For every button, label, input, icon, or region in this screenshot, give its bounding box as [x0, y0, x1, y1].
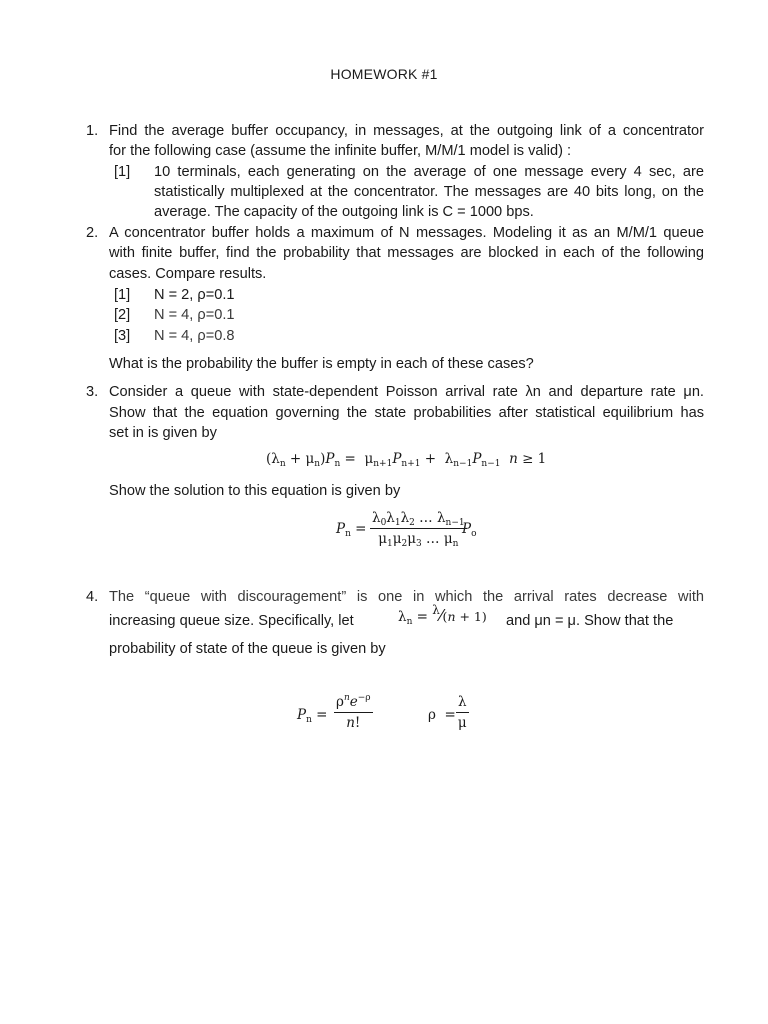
question-2-number: 2.	[86, 225, 99, 241]
solution-p0: $P_o$	[462, 521, 477, 539]
rho-lhs: ρ =	[428, 707, 456, 723]
question-2-line-2: with finite buffer, find the probability that messages are blocked in each of the following	[109, 245, 704, 261]
question-2-case-text: N = 4, ρ=0.1	[154, 307, 235, 323]
result-denominator: n!	[346, 715, 361, 731]
rho-numerator: λ	[456, 693, 469, 713]
question-2-line-3: cases. Compare results.	[109, 266, 267, 282]
question-4-line-2-start: increasing queue size. Specifically, let	[109, 613, 354, 629]
page-title: HOMEWORK #1	[330, 66, 438, 82]
question-2-case-label: [1]	[114, 287, 131, 303]
question-1-item-label: [1]	[114, 164, 131, 180]
question-4-line-3: probability of state of the queue is given by	[109, 641, 386, 657]
question-2-case-label: [2]	[114, 307, 131, 323]
question-2-line-1: A concentrator buffer holds a maximum of N messages. Modeling it as an M/M/1 queue	[109, 225, 704, 241]
question-4-line-2-end: and μn = μ. Show that the	[506, 613, 674, 629]
question-3-number: 3.	[86, 384, 99, 400]
balance-equation: $(\lambda_n + \mu_n)P_n = \mu_{n+1}P_{n+1} + \lambda_{n-1}P_{n-1}$ n ≥ 1	[266, 451, 547, 469]
question-1-line-1: Find the average buffer occupancy, in messages, at the outgoing link of a concentrator	[109, 123, 704, 139]
solution-lhs: $P_n$ =	[336, 521, 367, 539]
question-2-case-label: [3]	[114, 328, 131, 344]
result-fraction	[334, 693, 373, 732]
question-1-item-line-2: statistically multiplexed at the concentrator. The messages are 40 bits long, on the	[154, 184, 704, 200]
question-2-case-text: N = 4, ρ=0.8	[154, 328, 235, 344]
question-1-item-line-1: 10 terminals, each generating on the average of one message every 4 sec, are	[154, 164, 704, 180]
arrival-rate-formula: $\lambda_n$ = $^\lambda$⁄(n + 1)	[398, 603, 487, 627]
question-3-line-1: Consider a queue with state-dependent Poisson arrival rate λn and departure rate μn.	[109, 384, 704, 400]
result-numerator: $\rho^ne^{-\rho}$	[334, 693, 373, 713]
result-lhs: $P_n$ =	[297, 707, 328, 725]
rho-denominator: μ	[457, 715, 467, 731]
solution-fraction	[370, 509, 467, 548]
question-2-followup: What is the probability the buffer is empty in each of these cases?	[109, 356, 534, 372]
solution-numerator: $\lambda_0\lambda_1\lambda_2$ … $\lambda_{n-1}$	[372, 510, 465, 528]
question-3-line-2: Show that the equation governing the state probabilities after statistical equilibrium has	[109, 405, 704, 421]
question-1-line-2: for the following case (assume the infinite buffer, M/M/1 model is valid) :	[109, 143, 572, 159]
question-4-line-1: The “queue with discouragement” is one in which the arrival rates decrease with	[109, 589, 704, 605]
solution-denominator: $\mu_1\mu_2\mu_3$ … $\mu_n$	[378, 531, 459, 549]
question-1-item-line-3: average. The capacity of the outgoing link is C = 1000 bps.	[154, 204, 534, 220]
question-3-line-3: set in is given by	[109, 425, 217, 441]
rho-fraction	[456, 693, 469, 732]
question-4-number: 4.	[86, 589, 99, 605]
question-2-case-text: N = 2, ρ=0.1	[154, 287, 235, 303]
question-1-number: 1.	[86, 123, 99, 139]
question-3-solution-intro: Show the solution to this equation is given by	[109, 483, 401, 499]
